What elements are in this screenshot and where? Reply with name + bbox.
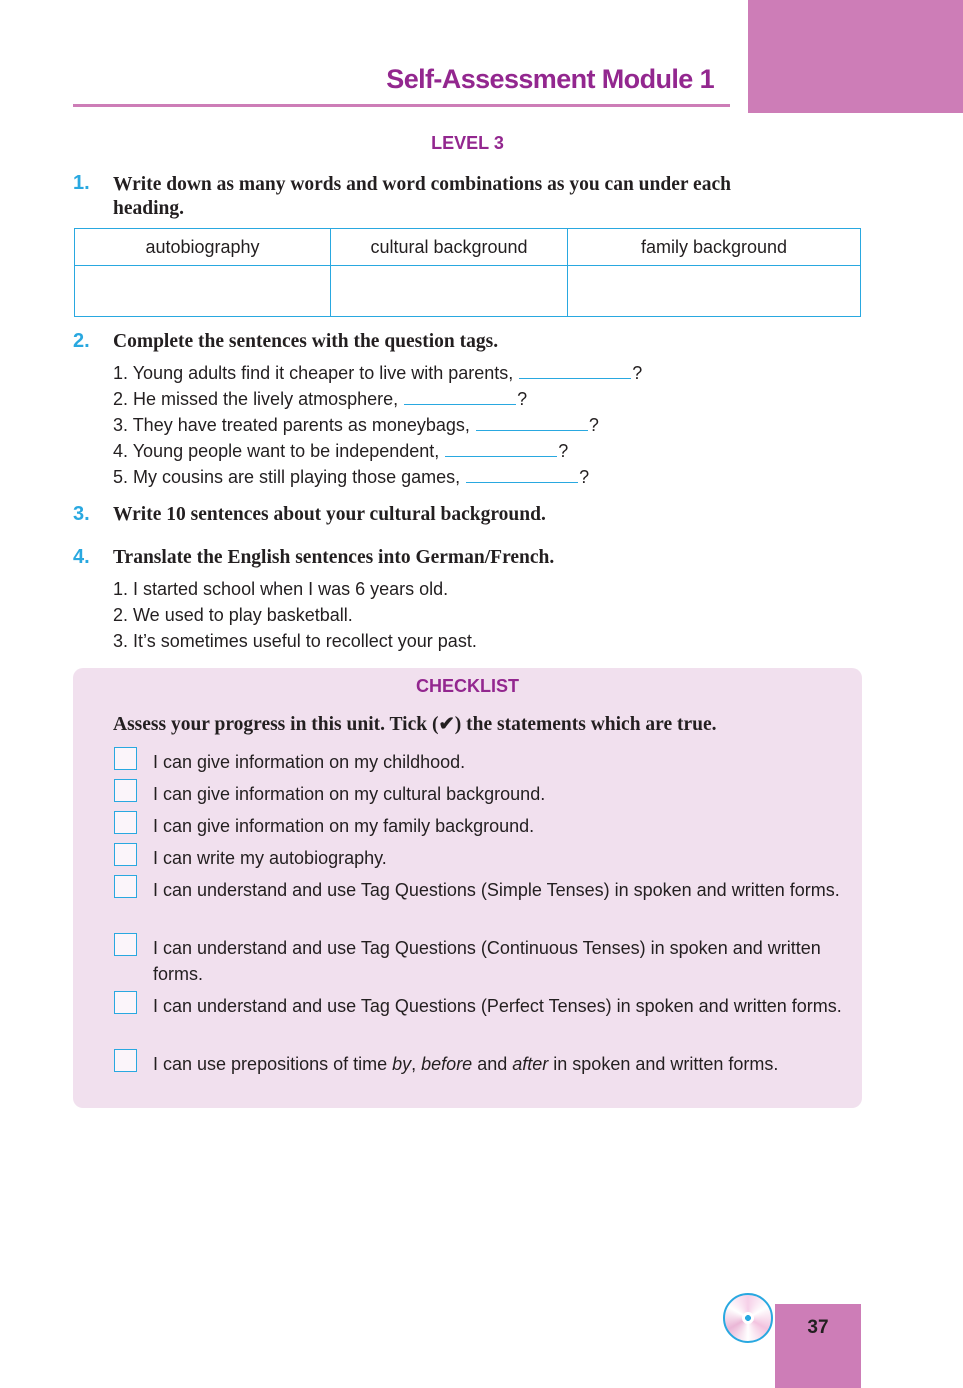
question-1-line2: heading. (113, 198, 184, 219)
question-2-instruction: Complete the sentences with the question tags. (113, 331, 499, 352)
tag-sentence-4 (113, 441, 568, 462)
item-text-italic: by (392, 1054, 412, 1074)
question-mark: ? (558, 441, 569, 461)
checklist-item: I can write my autobiography. (153, 848, 387, 868)
translate-sentence-3: 3. It’s sometimes useful to recollect your past. (113, 631, 477, 651)
question-2-number: 2. (73, 330, 90, 352)
checkbox[interactable] (114, 875, 137, 898)
sentence-text: 4. Young people want to be independent, (113, 441, 440, 461)
question-mark: ? (588, 415, 599, 435)
question-mark: ? (632, 363, 643, 383)
table-heading-cultural: cultural background (331, 229, 568, 266)
table-heading-family: family background (568, 229, 861, 266)
checklist-item: I can understand and use Tag Questions (Simple Tenses) in spoken and written forms. (153, 880, 840, 900)
tag-sentence-5 (113, 467, 589, 488)
tag-sentence-1 (113, 363, 642, 384)
translate-sentence-1: 1. I started school when I was 6 years old. (113, 579, 449, 599)
item-text: I can use prepositions of time (153, 1054, 393, 1074)
table-answer-cell[interactable] (75, 266, 331, 317)
sentence-text: 2. He missed the lively atmosphere, (113, 389, 399, 409)
checklist-item: I can give information on my family background. (153, 816, 535, 836)
level-heading: LEVEL 3 (431, 133, 504, 153)
word-table (74, 228, 861, 317)
table-answer-cell[interactable] (331, 266, 568, 317)
checklist-item (153, 1051, 845, 1077)
checkbox[interactable] (114, 779, 137, 802)
question-1-number: 1. (73, 172, 90, 194)
title-underline (73, 104, 730, 107)
page-number: 37 (807, 1317, 829, 1338)
checkbox[interactable] (114, 747, 137, 770)
question-4-number: 4. (73, 546, 90, 568)
checklist-title: CHECKLIST (416, 676, 519, 696)
question-1-instruction (113, 173, 731, 221)
question-4-instruction: Translate the English sentences into German/French. (113, 547, 555, 568)
answer-blank[interactable] (466, 468, 578, 483)
page-title: Self-Assessment Module 1 (386, 64, 714, 94)
checklist-item: I can understand and use Tag Questions (Perfect Tenses) in spoken and written forms. (153, 996, 842, 1016)
table-answer-cell[interactable] (568, 266, 861, 317)
question-mark: ? (517, 389, 528, 409)
item-text-italic: before (421, 1054, 473, 1074)
item-text-italic: after (512, 1054, 549, 1074)
cd-disc-icon (723, 1293, 773, 1343)
checklist-item: I can give information on my childhood. (153, 752, 466, 772)
sentence-text: 3. They have treated parents as moneybags, (113, 415, 470, 435)
item-text: in spoken and written forms. (548, 1054, 779, 1074)
answer-blank[interactable] (519, 364, 631, 379)
checkbox[interactable] (114, 1049, 137, 1072)
question-1-line1: Write down as many words and word combinations as you can under each (113, 174, 731, 195)
checkbox[interactable] (114, 991, 137, 1014)
question-3-number: 3. (73, 503, 90, 525)
answer-blank[interactable] (445, 442, 557, 457)
table-heading-autobiography: autobiography (75, 229, 331, 266)
translate-sentence-2: 2. We used to play basketball. (113, 605, 353, 625)
answer-blank[interactable] (404, 390, 516, 405)
checklist-item: I can give information on my cultural background. (153, 784, 546, 804)
corner-color-block (748, 0, 963, 113)
tag-sentence-2 (113, 389, 527, 410)
answer-blank[interactable] (476, 416, 588, 431)
item-text: and (472, 1054, 513, 1074)
checkbox[interactable] (114, 933, 137, 956)
sentence-text: 5. My cousins are still playing those games, (113, 467, 461, 487)
checkbox[interactable] (114, 843, 137, 866)
question-3-instruction: Write 10 sentences about your cultural background. (113, 504, 546, 525)
checkbox[interactable] (114, 811, 137, 834)
sentence-text: 1. Young adults find it cheaper to live with parents, (113, 363, 514, 383)
question-mark: ? (579, 467, 590, 487)
checklist-instruction: Assess your progress in this unit. Tick (✔) the statements which are true. (113, 714, 717, 735)
item-text: , (411, 1054, 422, 1074)
checklist-item: I can understand and use Tag Questions (Continuous Tenses) in spoken and written forms. (153, 938, 821, 984)
tag-sentence-3 (113, 415, 599, 436)
